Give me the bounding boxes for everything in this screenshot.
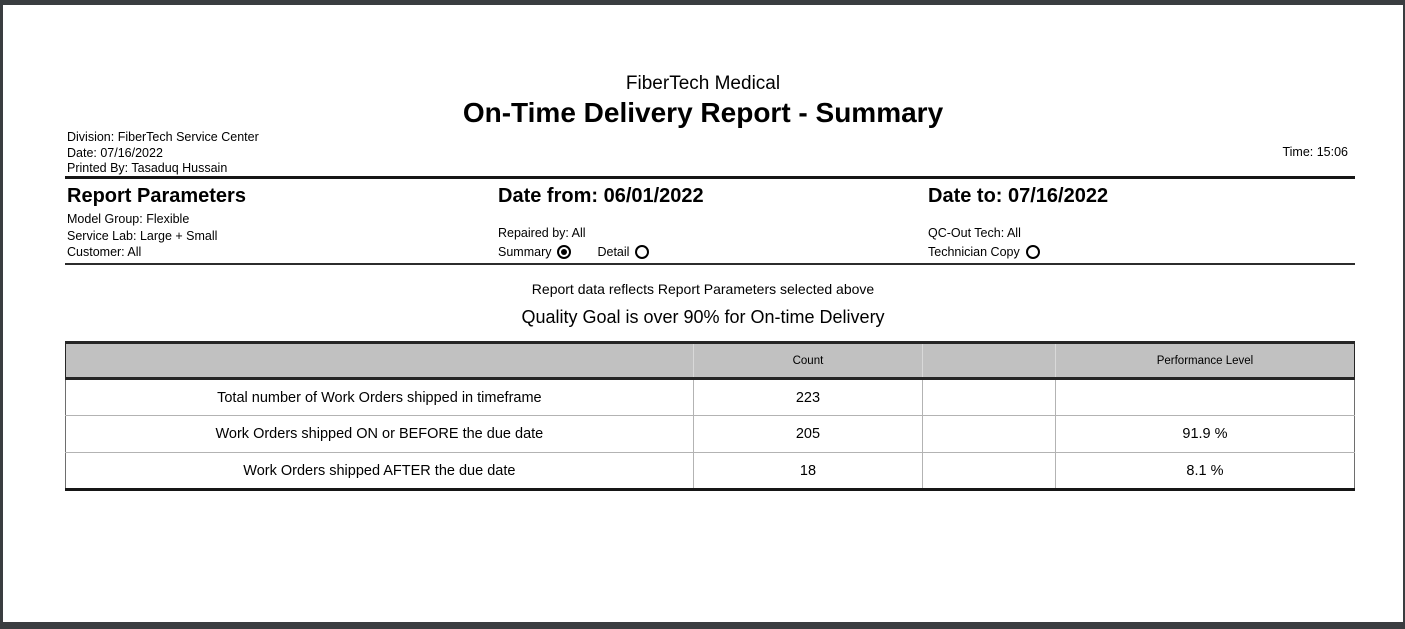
note-quality-goal: Quality Goal is over 90% for On-time Delivery — [521, 307, 885, 327]
header-cell-metric — [66, 343, 694, 379]
header-cell-spacer — [923, 343, 1056, 379]
row-label: Work Orders shipped ON or BEFORE the due date — [66, 416, 694, 453]
param-service-lab: Service Lab: Large + Small — [67, 228, 218, 243]
param-date-from: Date from: 06/01/2022 — [498, 185, 704, 207]
param-qc-out-tech: QC-Out Tech: All — [928, 226, 1021, 240]
row-label: Work Orders shipped AFTER the due date — [66, 453, 694, 490]
param-model-group: Model Group: Flexible — [67, 212, 190, 226]
param-repaired-by: Repaired by: All — [498, 226, 586, 240]
row-spacer — [923, 453, 1056, 490]
report-meta — [67, 130, 259, 177]
row-performance: 8.1 % — [1055, 453, 1354, 490]
meta-date: Date: 07/16/2022 — [67, 145, 163, 160]
note-reflects-parameters: Report data reflects Report Parameters selected above — [531, 281, 875, 297]
company-name: FiberTech Medical — [625, 73, 781, 94]
row-spacer — [923, 379, 1056, 416]
divider-parameters-bottom — [65, 263, 1355, 265]
row-performance — [1055, 379, 1354, 416]
row-spacer — [923, 416, 1056, 453]
row-label: Total number of Work Orders shipped in timeframe — [66, 379, 694, 416]
table-header-row — [66, 343, 1355, 379]
parameters-heading: Report Parameters — [67, 185, 246, 207]
parameters-column-left — [67, 184, 498, 261]
divider-top — [65, 176, 1355, 179]
detail-radio-label: Detail — [597, 244, 630, 259]
header-cell-count: Count — [693, 343, 922, 379]
parameters-column-right — [928, 184, 1355, 261]
header-cell-performance-level: Performance Level — [1055, 343, 1354, 379]
parameters-column-middle — [498, 184, 928, 261]
row-count: 205 — [693, 416, 922, 453]
technician-copy-radio-label: Technician Copy — [928, 244, 1020, 259]
meta-division: Division: FiberTech Service Center — [67, 130, 259, 144]
row-count: 18 — [693, 453, 922, 490]
table-row — [66, 416, 1355, 453]
page-title: On-Time Delivery Report - Summary — [462, 97, 944, 128]
row-count: 223 — [693, 379, 922, 416]
meta-time: Time: 15:06 — [1282, 145, 1348, 159]
summary-table — [65, 341, 1355, 491]
report-parameters-section — [67, 184, 1355, 261]
table-row — [66, 453, 1355, 490]
technician-copy-radio[interactable] — [1026, 245, 1040, 259]
summary-radio-label: Summary — [498, 244, 552, 259]
detail-radio[interactable] — [635, 245, 649, 259]
param-date-to: Date to: 07/16/2022 — [928, 185, 1109, 207]
meta-printed-by: Printed By: Tasaduq Hussain — [67, 161, 228, 175]
table-row — [66, 379, 1355, 416]
param-customer: Customer: All — [67, 245, 142, 259]
technician-copy-radio-group — [928, 244, 1355, 261]
row-performance: 91.9 % — [1055, 416, 1354, 453]
report-type-radio-group — [498, 244, 928, 261]
summary-radio[interactable] — [557, 245, 571, 259]
